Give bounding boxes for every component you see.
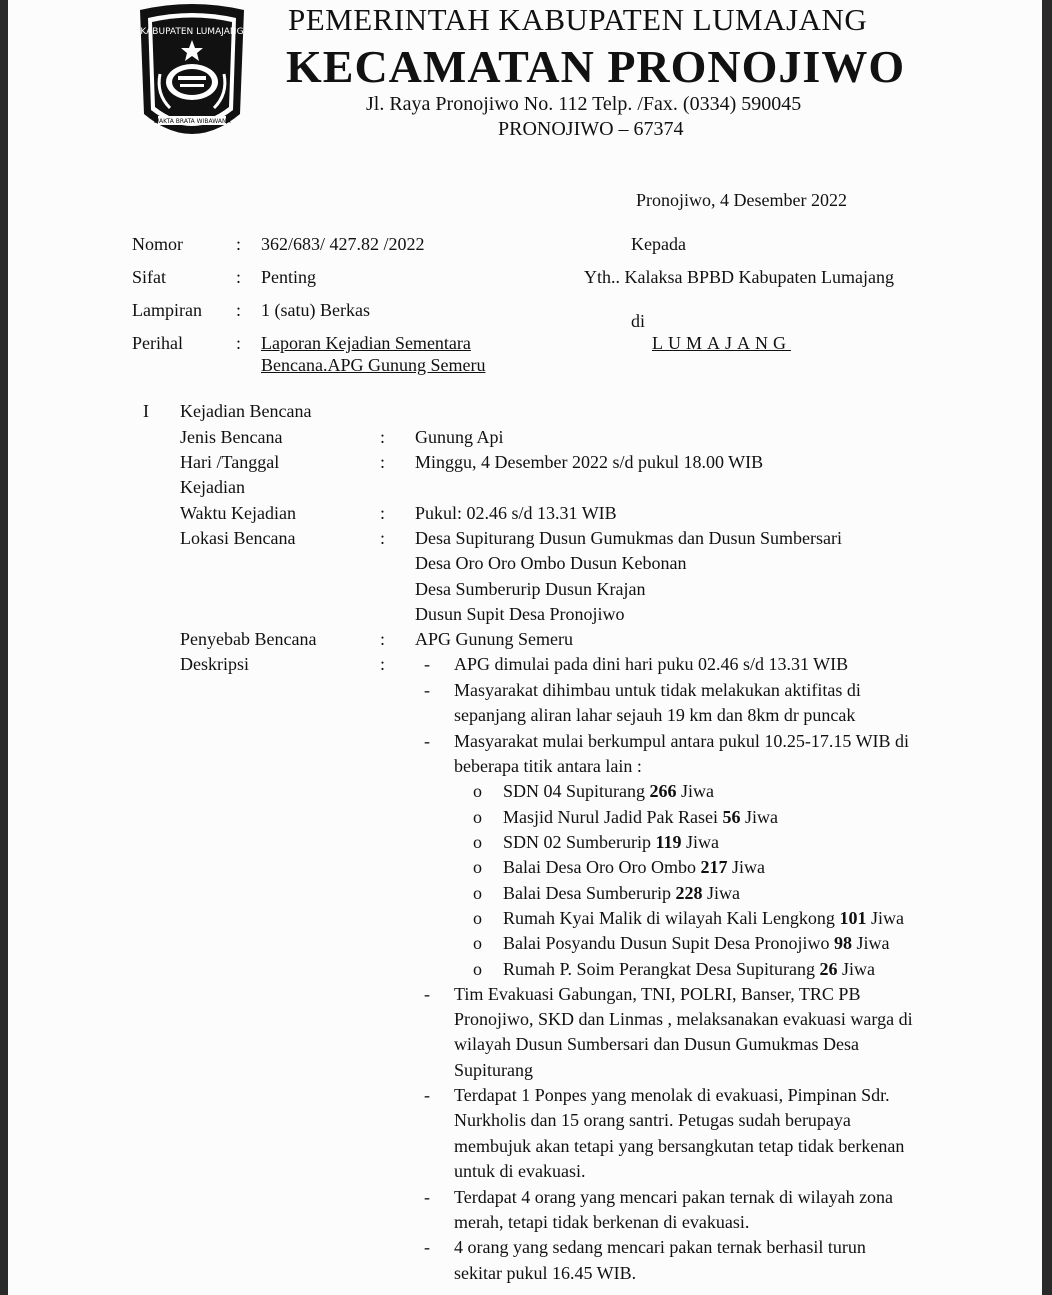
- evac-count: 98: [834, 933, 852, 953]
- desc-4-line3: wilayah Dusun Sumbersari dan Dusun Gumukmas Desa: [454, 1034, 859, 1054]
- waktu-label: Waktu Kejadian: [180, 503, 297, 523]
- desc-4-line2: Pronojiwo, SKD dan Linmas , melaksanakan evakuasi warga di: [454, 1009, 913, 1029]
- evac-unit: Jiwa: [841, 959, 875, 979]
- evac-name: Masjid Nurul Jadid Pak Rasei: [503, 807, 723, 827]
- desc-6-line2: merah, tetapi tidak berkenan di evakuasi.: [454, 1212, 750, 1232]
- recipient-name: Yth.. Kalaksa BPBD Kabupaten Lumajang: [584, 267, 894, 287]
- bullet-4: o: [473, 857, 482, 877]
- evac-name: Balai Posyandu Dusun Supit Desa Pronojiwo: [503, 933, 834, 953]
- lampiran-colon: :: [236, 300, 242, 320]
- list-item: [503, 857, 765, 878]
- lokasi-line3: Desa Sumberurip Dusun Krajan: [415, 579, 646, 599]
- list-item: [503, 883, 740, 904]
- letter-date: Pronojiwo, 4 Desember 2022: [636, 190, 847, 210]
- letterhead-line1: PEMERINTAH KABUPATEN LUMAJANG: [288, 2, 868, 37]
- evac-name: Rumah Kyai Malik di wilayah Kali Lengkong: [503, 908, 840, 928]
- desc-3-line2: beberapa titik antara lain :: [454, 756, 642, 776]
- section-title: Kejadian Bencana: [180, 401, 312, 421]
- letterhead-address: Jl. Raya Pronojiwo No. 112 Telp. /Fax. (0334) 590045: [366, 93, 802, 115]
- waktu-value: Pukul: 02.46 s/d 13.31 WIB: [415, 503, 617, 523]
- deskripsi-colon: :: [380, 654, 386, 674]
- dash-6: -: [424, 1187, 430, 1207]
- logo-text-bottom: WAKTA BRATA WIBAWANA: [153, 118, 231, 125]
- evac-name: Rumah P. Soim Perangkat Desa Supiturang: [503, 959, 820, 979]
- evac-count: 119: [655, 832, 682, 852]
- logo-text-top: KABUPATEN LUMAJANG: [140, 27, 244, 37]
- di-label: di: [631, 311, 646, 331]
- evac-name: Balai Desa Sumberurip: [503, 883, 676, 903]
- bullet-7: o: [473, 933, 482, 953]
- hari-label-1: Hari /Tanggal: [180, 452, 280, 472]
- dash-1: -: [424, 654, 430, 674]
- desc-7-line1: 4 orang yang sedang mencari pakan ternak berhasil turun: [454, 1237, 866, 1257]
- hari-colon: :: [380, 452, 386, 472]
- evac-unit: Jiwa: [870, 908, 904, 928]
- desc-6-line1: Terdapat 4 orang yang mencari pakan ternak di wilayah zona: [454, 1187, 894, 1207]
- nomor-value: 362/683/ 427.82 /2022: [261, 234, 425, 254]
- desc-4-line4: Supiturang: [454, 1060, 533, 1080]
- desc-5-line4: untuk di evakuasi.: [454, 1161, 586, 1181]
- list-item: [503, 959, 875, 980]
- list-item: [503, 832, 719, 853]
- evac-unit: Jiwa: [856, 933, 890, 953]
- letterhead-line2: KECAMATAN PRONOJIWO: [286, 41, 906, 92]
- evac-unit: Jiwa: [686, 832, 720, 852]
- evac-count: 266: [649, 781, 677, 801]
- list-item: [503, 933, 890, 954]
- lampiran-label: Lampiran: [132, 300, 202, 320]
- penyebab-label: Penyebab Bencana: [180, 629, 317, 649]
- desc-2-line2: sepanjang aliran lahar sejauh 19 km dan 8km dr puncak: [454, 705, 856, 725]
- perihal-line2: Bencana.APG Gunung Semeru: [261, 355, 486, 375]
- dash-7: -: [424, 1237, 430, 1257]
- nomor-label: Nomor: [132, 234, 183, 254]
- sifat-label: Sifat: [132, 267, 166, 287]
- hari-label-2: Kejadian: [180, 477, 245, 497]
- kepada-label: Kepada: [631, 234, 686, 254]
- bullet-8: o: [473, 959, 482, 979]
- penyebab-value: APG Gunung Semeru: [415, 629, 573, 649]
- left-border: [0, 0, 8, 1295]
- evac-name: SDN 04 Supiturang: [503, 781, 650, 801]
- evac-count: 228: [675, 883, 703, 903]
- dash-4: -: [424, 984, 430, 1004]
- deskripsi-label: Deskripsi: [180, 654, 249, 674]
- jenis-value: Gunung Api: [415, 427, 504, 447]
- desc-5-line1: Terdapat 1 Ponpes yang menolak di evakuasi, Pimpinan Sdr.: [454, 1085, 890, 1105]
- evac-unit: Jiwa: [731, 857, 765, 877]
- desc-1: APG dimulai pada dini hari puku 02.46 s/d 13.31 WIB: [454, 654, 849, 674]
- evac-unit: Jiwa: [706, 883, 740, 903]
- perihal-line1: Laporan Kejadian Sementara: [261, 333, 471, 353]
- lokasi-line4: Dusun Supit Desa Pronojiwo: [415, 604, 625, 624]
- lokasi-colon: :: [380, 528, 386, 548]
- right-border: [1042, 0, 1052, 1295]
- desc-3-line1: Masyarakat mulai berkumpul antara pukul 10.25-17.15 WIB di: [454, 731, 910, 751]
- desc-7-line2: sekitar pukul 16.45 WIB.: [454, 1263, 637, 1283]
- section-number: I: [143, 401, 149, 421]
- bullet-3: o: [473, 832, 482, 852]
- recipient-city: LUMAJANG: [652, 333, 791, 353]
- bullet-6: o: [473, 908, 482, 928]
- evac-name: Balai Desa Oro Oro Ombo: [503, 857, 701, 877]
- list-item: [503, 781, 714, 802]
- dash-2: -: [424, 680, 430, 700]
- lokasi-line2: Desa Oro Oro Ombo Dusun Kebonan: [415, 553, 687, 573]
- evac-count: 217: [700, 857, 728, 877]
- list-item: [503, 807, 778, 828]
- perihal-colon: :: [236, 333, 242, 353]
- perihal-label: Perihal: [132, 333, 183, 353]
- desc-5-line2: Nurkholis dan 15 orang santri. Petugas sudah berupaya: [454, 1110, 851, 1130]
- lampiran-value: 1 (satu) Berkas: [261, 300, 370, 320]
- lokasi-label: Lokasi Bencana: [180, 528, 296, 548]
- evac-count: 56: [722, 807, 741, 827]
- desc-5-line3: membujuk akan tetapi yang bersangkutan tetap tidak berkenan: [454, 1136, 905, 1156]
- bullet-1: o: [473, 781, 482, 801]
- evac-count: 101: [839, 908, 867, 928]
- desc-4-line1: Tim Evakuasi Gabungan, TNI, POLRI, Banser, TRC PB: [454, 984, 861, 1004]
- lumajang-emblem-icon: [136, 4, 248, 152]
- lokasi-line1: Desa Supiturang Dusun Gumukmas dan Dusun Sumbersari: [415, 528, 842, 548]
- sifat-colon: :: [236, 267, 242, 287]
- evac-unit: Jiwa: [681, 781, 715, 801]
- letterhead-city: PRONOJIWO – 67374: [498, 118, 684, 140]
- bullet-2: o: [473, 807, 482, 827]
- evac-count: 26: [819, 959, 838, 979]
- list-item: [503, 908, 904, 929]
- hari-value: Minggu, 4 Desember 2022 s/d pukul 18.00 WIB: [415, 452, 764, 472]
- dash-5: -: [424, 1085, 430, 1105]
- evac-name: SDN 02 Sumberurip: [503, 832, 656, 852]
- penyebab-colon: :: [380, 629, 386, 649]
- jenis-colon: :: [380, 427, 386, 447]
- jenis-label: Jenis Bencana: [180, 427, 283, 447]
- desc-2-line1: Masyarakat dihimbau untuk tidak melakukan aktifitas di: [454, 680, 861, 700]
- sifat-value: Penting: [261, 267, 317, 287]
- dash-3: -: [424, 731, 430, 751]
- bullet-5: o: [473, 883, 482, 903]
- nomor-colon: :: [236, 234, 242, 254]
- evac-unit: Jiwa: [744, 807, 778, 827]
- waktu-colon: :: [380, 503, 386, 523]
